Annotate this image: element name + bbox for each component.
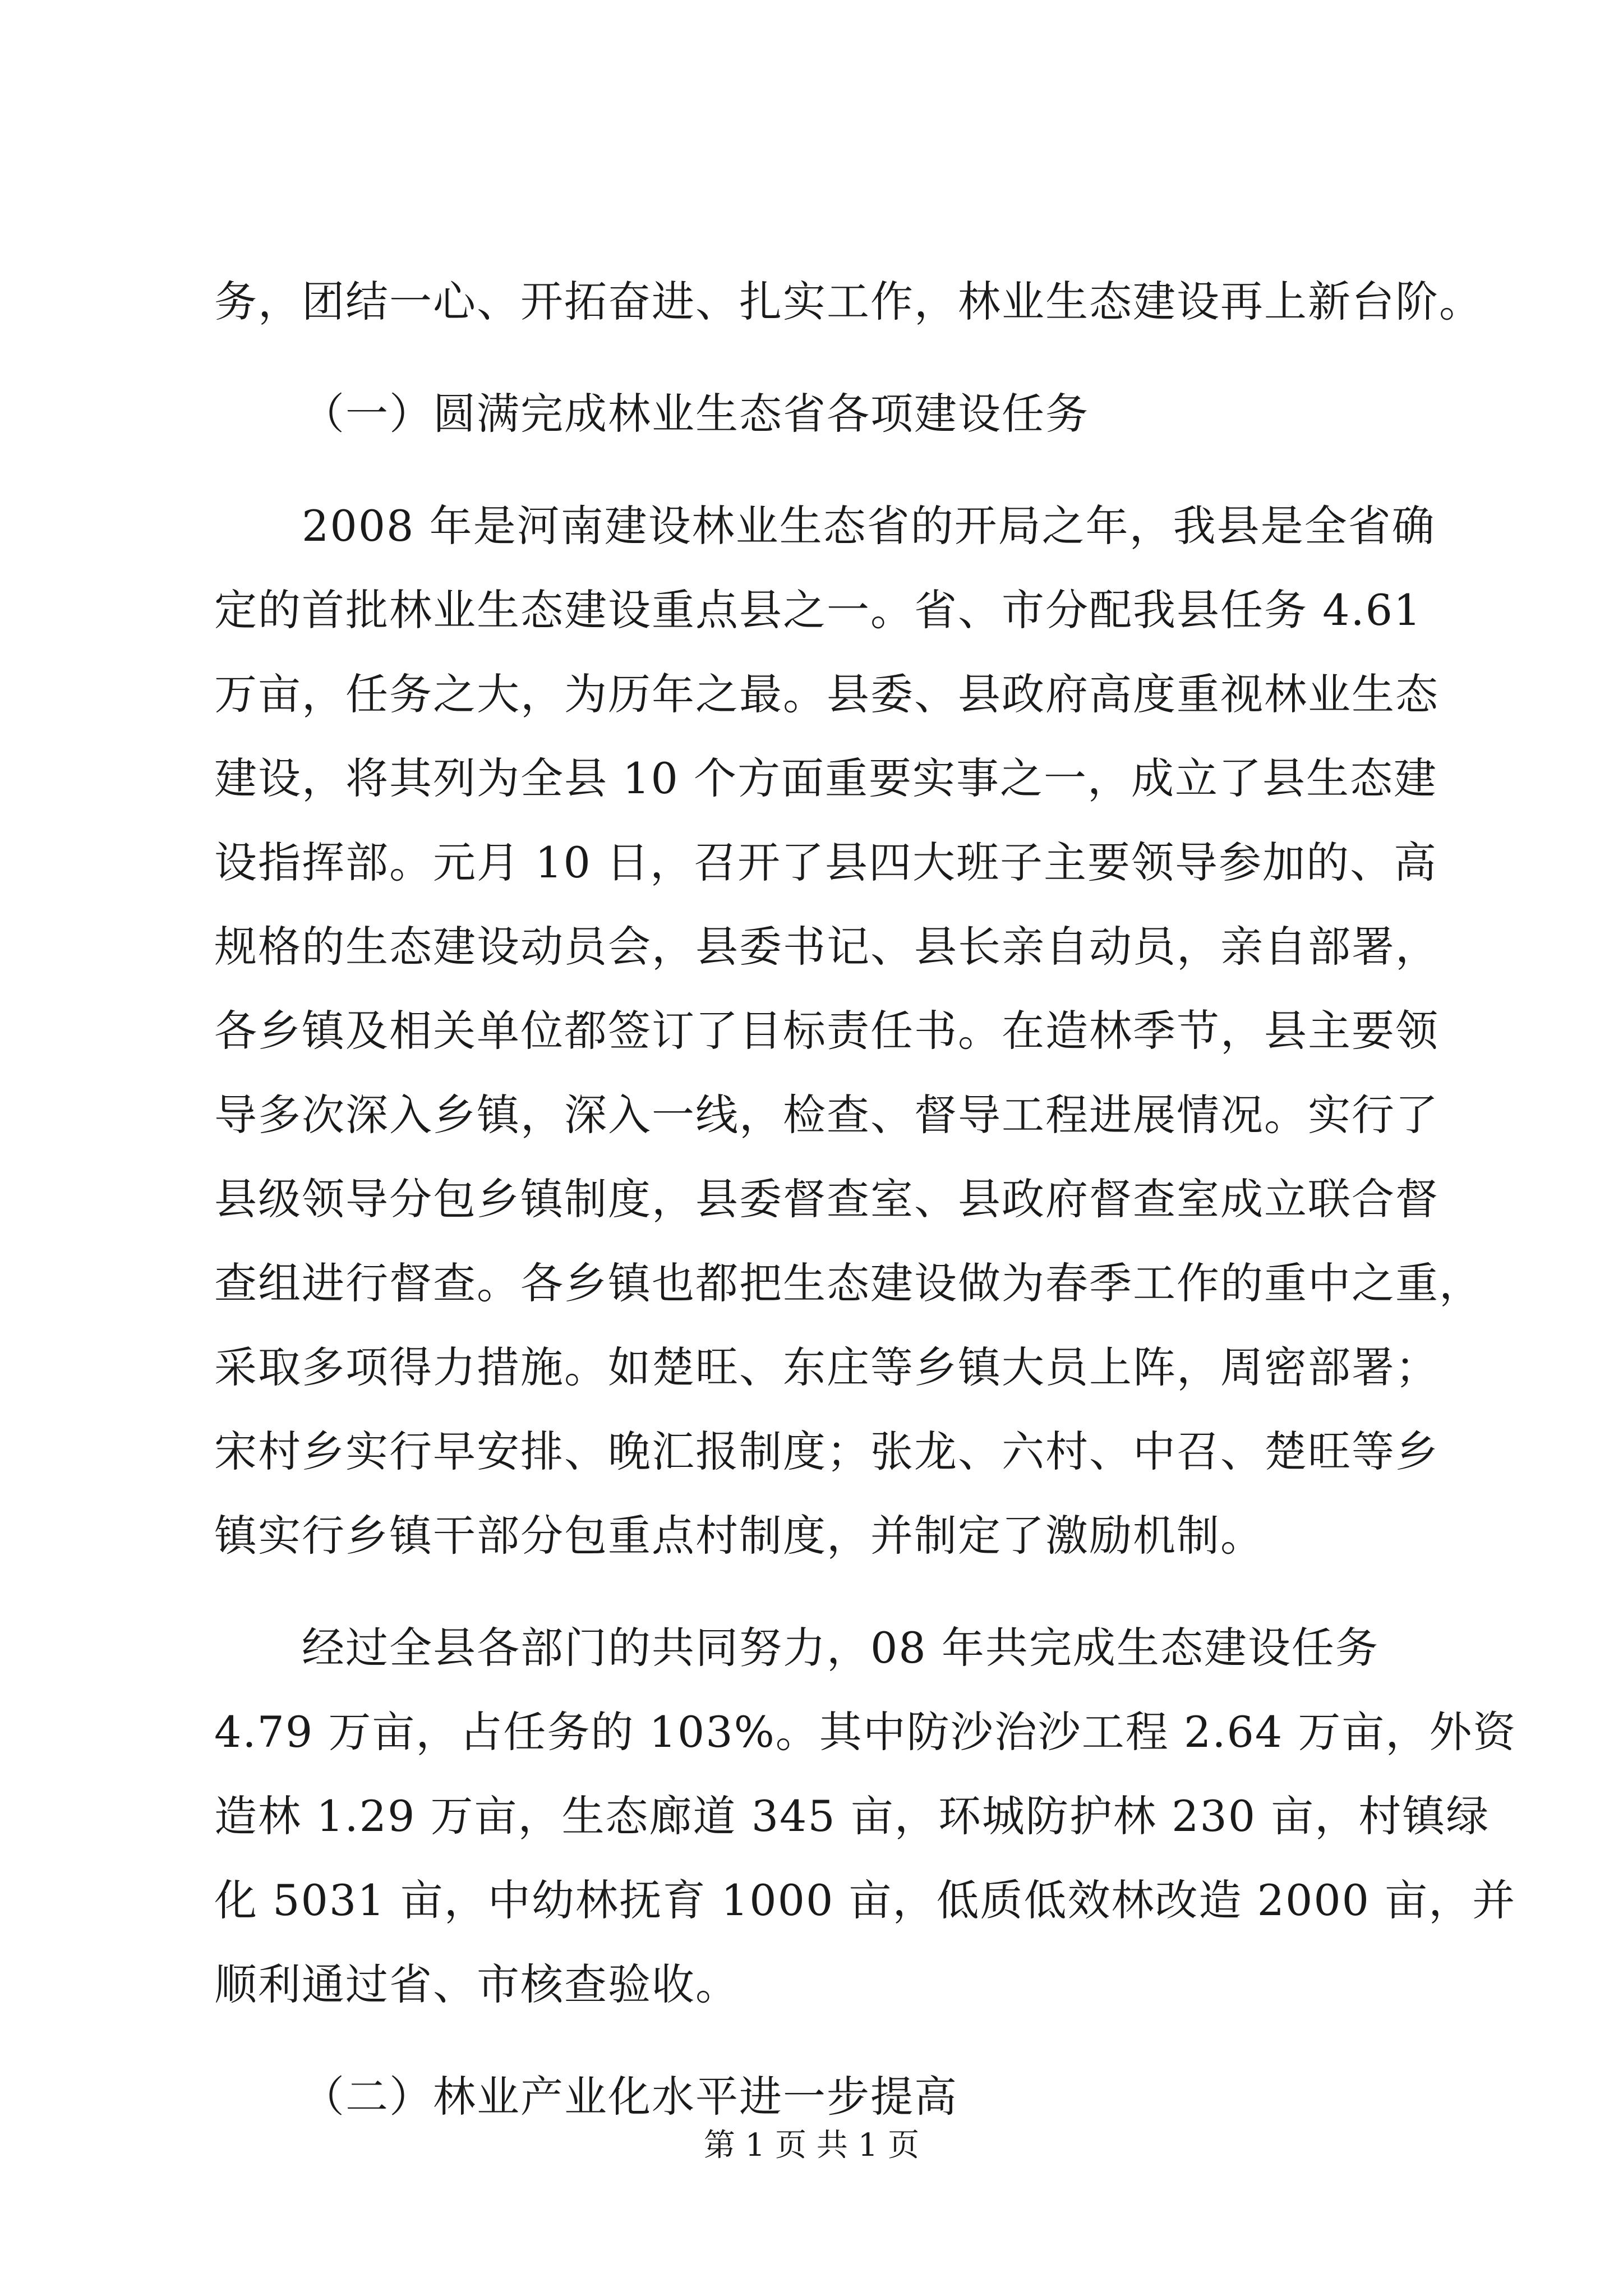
section-heading-1: （一）圆满完成林业生态省各项建设任务: [302, 389, 1089, 439]
paragraph-line: 建设，将其列为全县 10 个方面重要实事之一，成立了县生态建: [214, 753, 1438, 803]
paragraph-line: 经过全县各部门的共同努力，08 年共完成生态建设任务: [302, 1623, 1379, 1673]
paragraph-line: 查组进行督查。各乡镇也都把生态建设做为春季工作的重中之重，: [214, 1258, 1483, 1308]
paragraph-line: 宋村乡实行早安排、晚汇报制度；张龙、六村、中召、楚旺等乡: [214, 1427, 1439, 1476]
section-heading-2: （二）林业产业化水平进一步提高: [302, 2072, 958, 2122]
paragraph-line: 4.79 万亩，占任务的 103%。其中防沙治沙工程 2.64 万亩，外资: [214, 1707, 1517, 1757]
paragraph-line: 设指挥部。元月 10 日，召开了县四大班子主要领导参加的、高: [214, 838, 1438, 887]
paragraph-line: 务，团结一心、开拓奋进、扎实工作，林业生态建设再上新台阶。: [214, 277, 1483, 326]
paragraph-line: 规格的生态建设动员会，县委书记、县长亲自动员，亲自部署，: [214, 922, 1439, 972]
paragraph-line: 造林 1.29 万亩，生态廊道 345 亩，环城防护林 230 亩，村镇绿: [214, 1791, 1490, 1841]
paragraph-line: 2008 年是河南建设林业生态省的开局之年，我县是全省确: [302, 501, 1436, 551]
paragraph-line: 顺利通过省、市核查验收。: [214, 1959, 739, 2009]
page-footer: 第 1 页 共 1 页: [703, 2127, 920, 2164]
paragraph-line: 镇实行乡镇干部分包重点村制度，并制定了激励机制。: [214, 1511, 1264, 1561]
paragraph-line: 采取多项得力措施。如楚旺、东庄等乡镇大员上阵，周密部署；: [214, 1342, 1439, 1392]
paragraph-line: 定的首批林业生态建设重点县之一。省、市分配我县任务 4.61: [214, 585, 1422, 635]
paragraph-line: 各乡镇及相关单位都签订了目标责任书。在造林季节，县主要领: [214, 1006, 1439, 1056]
paragraph-line: 化 5031 亩，中幼林抚育 1000 亩，低质低效林改造 2000 亩，并: [214, 1875, 1516, 1925]
paragraph-line: 万亩，任务之大，为历年之最。县委、县政府高度重视林业生态: [214, 669, 1439, 719]
paragraph-line: 县级领导分包乡镇制度，县委督查室、县政府督查室成立联合督: [214, 1174, 1439, 1224]
paragraph-line: 导多次深入乡镇，深入一线，检查、督导工程进展情况。实行了: [214, 1090, 1439, 1140]
